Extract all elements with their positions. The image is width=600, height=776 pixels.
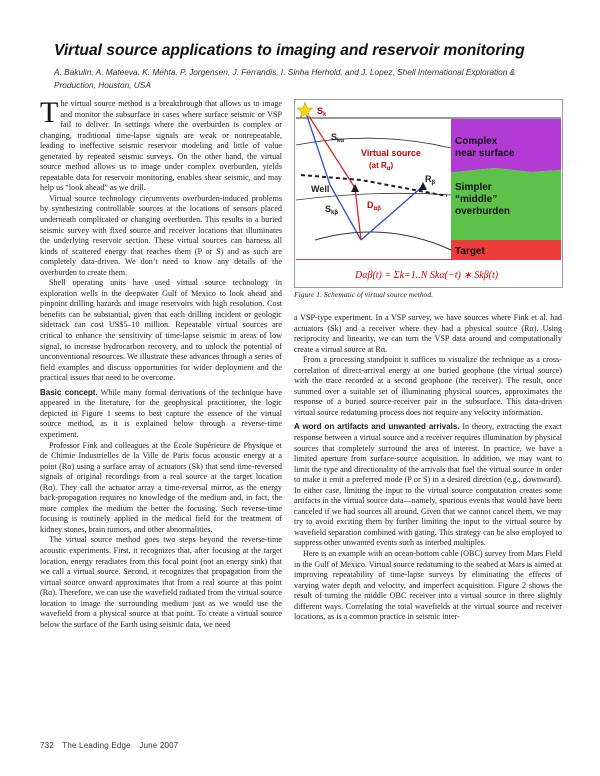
label-sk: $S_k$ [317, 106, 327, 118]
label-virtual-source: Virtual source [361, 148, 421, 158]
sky-layer [296, 101, 561, 119]
label-target: Target [455, 246, 485, 257]
journal-name: The Leading Edge [62, 741, 131, 750]
paragraph: From a processing standpoint it suffices to visualize the technique as a cross-correlation of direct-arrival energy at one buried geophone (the virtual source) with the trace recorded at a second geophone (the receiver). The result, once summed over a suitable set of illuminating physical sources, approximates the response of a buried source-receiver pair in the subsurface. This data-driven virtual source redatuming process does not require any velocity information. [294, 355, 562, 417]
label-ska: $S_{k\alpha}$ [331, 132, 345, 144]
page-number: 732 [40, 741, 54, 750]
paragraph: The virtual source method goes two steps beyond the reverse-time acoustic experiments. First, it recognizes that, after focusing at the target location, energy reradiates from this focal point (not an energy sink) that we call a virtual source. Second, it recognizes that propagation from the virtual source onward approximates that from a real source at this point (Rα). Therefore, we can use the wavefield radiated from the virtual source location to image the surrounding medium just as we would use the wavefield from a physical source at that point. To create a virtual source below the surface of the Earth using seismic data, we need [40, 535, 282, 629]
figure-caption: Figure 1. Schematic of virtual source method. [294, 290, 434, 299]
label-dab: $D_{\alpha\beta}$ [367, 200, 381, 212]
article-title: Virtual source applications to imaging and reservoir monitoring [54, 42, 525, 59]
drop-cap: T [40, 96, 59, 129]
section-text: While many formal derivations of the technique have appeared in the literature, for the geophysical practitioner, the logic depicted in Figure 1 seems to best capture the essence of the virtual source method, as it is explained below through a reverse-time experiment. [40, 387, 282, 439]
paragraph: Shell operating units have used virtual source technology in exploration wells in the deepwater Gulf of Mexico to look ahead and pinpoint drilling hazards and image reservoirs with high resolution. Cost benefits can be substantial, given that each drilling incident or geologic sidetrack can cost US$5–10 million. Repeatable virtual sources are critical to enhance the sensitivity of time-lapse seismic in areas of low signal, to increase hydrocarbon recovery, and to unlock the potential of unconventional resources. We illustrate these advances through a series of field examples and discuss opportunities for wider deployment and the practical issues that need to be overcome. [40, 278, 282, 383]
section-text: In theory, extracting the exact response between a virtual source and a receiver requires illumination by physical sources that completely surround the area of interest. In practice, we have a limited aperture from surface-source acquisition. In addition, we may want to limit the type and directionality of the arrivals that fuel the virtual source in order to make it emit a preferred mode (P or S) in a desired direction (e.g., downward). In either case, limiting the input to the virtual source computation creates some artifacts in the virtual source data—namely, spurious events that would have been canceled if we had sources all around. Given that we cannot cancel them, we may try to avoid exciting them by further limiting the input to the virtual source by wavefield separation combined with gating. This strategy can be also employed to suppress other unwanted events such as interbed multiples. [294, 422, 563, 548]
label-near-surface: near surface [455, 148, 515, 159]
paragraph: Professor Fink and colleagues at the École Supérieure de Physique et de Chimie Industrielles de la Ville de Paris focus acoustic energy at a point (Rα) using a surface array of actuators (Sk) that send time-reversed signals of original recordings from a real source at the target location (Rα). They call the actuator array a time-reversal mirror, as the energy back-propagation requires no knowledge of the medium and, in fact, the more complex the medium the better the focusing. Such reverse-time focusing is routinely applied in the medical field for the treatment of kidney stones, brain tumors, and other abnormalities. [40, 440, 282, 534]
virtual-source-schematic [295, 100, 562, 287]
section-heading: Basic concept. [40, 387, 98, 397]
figure-1 [294, 99, 563, 288]
intro-text: he virtual source method is a breakthrough that allows us to image and monitor the subsurface in cases where surface seismic or VSP fail to deliver. In settings where the overburden is complex or changing, traditional time-lapse signals are weak or nonrepeatable, leading to ineffective seismic reservoir modeling and little of value generated by repeated seismic surveys. On the other hand, the virtual source method allows us to image under complex overburden, yields repeatable data for reservoir monitoring, enables shear seismic, and may help us “look ahead” as we drill. [40, 99, 282, 193]
issue-date: June 2007 [139, 741, 179, 750]
label-overburden: overburden [455, 206, 511, 217]
section-heading: A word on artifacts and unwanted arrivals. [294, 422, 460, 432]
paragraph: Here is an example with an ocean-bottom cable (OBC) survey from Mars Field in the Gulf of Mexico. Virtual source redatuming to the seabed at Mars is aimed at improving repeatability of time-lapse surveys by eliminating the effects of varying water depth and velocity, and imperfect acquisition. Figure 2 shows the result of turning the middle OBC receiver into a virtual source in three slightly different ways. Correlating the total wavefields at the virtual source and receiver locations, as is a common practice in seismic inter- [294, 549, 562, 622]
section-paragraph [40, 388, 282, 441]
paragraph: a VSP-type experiment. In a VSP survey, we have sources where Fink et al. had actuators (Sk) and a receiver where they had a physical source (Rα). Using reciprocity and linearity, we can turn the VSP data around and computationally create a virtual source at Rα. [294, 313, 562, 354]
equation: Dαβ(t) = Σk=1..N Skα(−t) ∗ Skβ(t) [355, 270, 499, 281]
column-right [294, 313, 562, 623]
intro-paragraph [40, 96, 282, 194]
page-footer [40, 741, 184, 750]
label-rb: $R_\beta$ [425, 174, 436, 186]
label-at-ra: (at $R_\alpha$) [369, 161, 394, 172]
section-paragraph [294, 422, 562, 549]
column-left [40, 96, 282, 630]
paragraph: Virtual source technology circumvents overburden-induced problems by synthesizing controllable sources at the locations of sensors placed underneath complicated or changing overburden. This results in a buried seismic survey with fixed source and receiver locations that illuminates the underlying reservoir section. These virtual sources can harness all kinds of scattered energy that reaches them (P or S) and as such are completely data-driven. We don’t need to know any details of the overburden to create them. [40, 193, 282, 277]
label-skb: $S_{k\beta}$ [325, 204, 339, 216]
label-simpler: Simpler [455, 182, 492, 193]
label-complex: Complex [455, 136, 498, 147]
label-middle: “middle” [455, 194, 498, 205]
label-well: Well [311, 184, 330, 194]
author-line: A. Bakulin, A. Mateeva, K. Mehta, P. Jorgensen, J. Ferrandis, I. Sinha Herhold, and J. Lopez, Shell International Exploration & Production, Houston, USA [54, 67, 516, 90]
